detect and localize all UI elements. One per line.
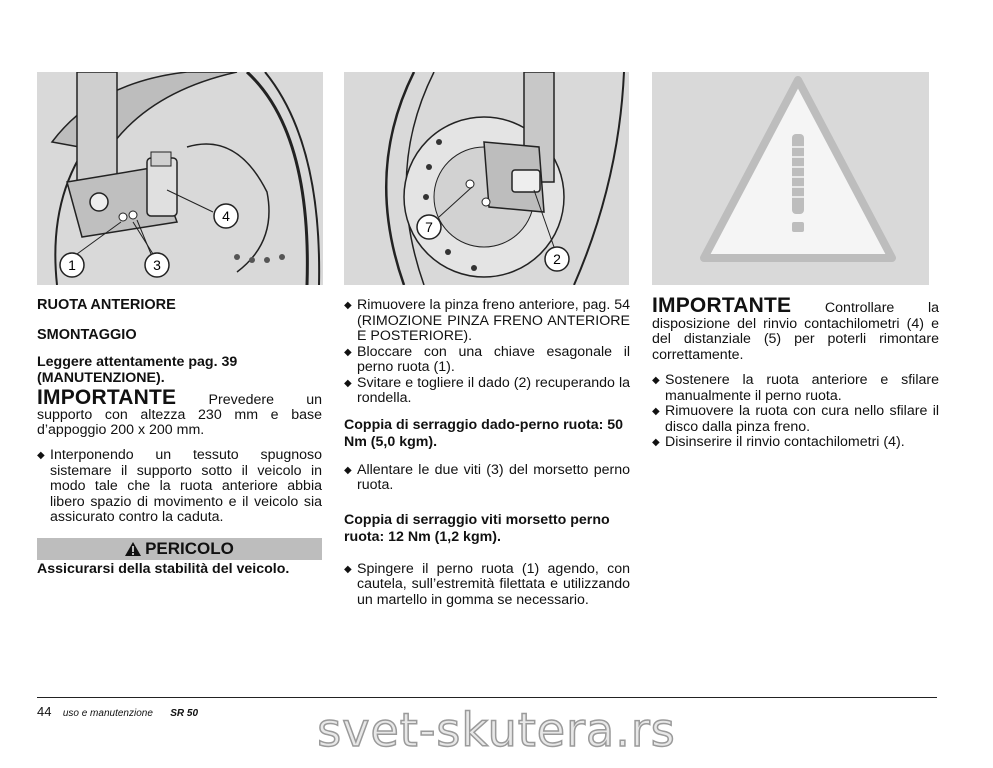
- section-subtitle: SMONTAGGIO: [37, 326, 137, 343]
- list-item: ◆ Rimuovere la ruota con cura nello sfilare il disco dalla pinza freno.: [652, 403, 939, 435]
- important-word: IMPORTANTE: [37, 386, 177, 409]
- callout-4: [214, 204, 238, 228]
- bullet-icon: ◆: [344, 464, 352, 476]
- bullet-icon: ◆: [344, 377, 352, 389]
- torque-spec-2: Coppia di serraggio viti morsetto perno ruota: 12 Nm (1,2 kgm).: [344, 511, 610, 545]
- list-item: ◆ Rimuovere la pinza freno anteriore, pag. 54 (RIMOZIONE PINZA FRENO ANTERIORE E POSTERIORE).: [344, 297, 630, 344]
- figure-warning-triangle: [652, 72, 929, 285]
- callout-2: [545, 247, 569, 271]
- callout-1: [60, 253, 84, 277]
- list-item: ◆ Interponendo un tessuto spugnoso sistemare il supporto sotto il veicolo in modo tale che la ruota anteriore abbia libero spazio di movimento e il veicolo sia assicurato contro la caduta.: [37, 447, 322, 525]
- page-number: 44: [37, 704, 52, 719]
- column-2: [344, 298, 630, 608]
- list-item: ◆ Sostenere la ruota anteriore e sfilare manualmente il perno ruota.: [652, 372, 939, 404]
- danger-banner: [37, 538, 322, 560]
- figure-wheel-hub: [37, 72, 323, 285]
- svg-text:3: 3: [153, 257, 161, 273]
- section-title: RUOTA ANTERIORE: [37, 297, 176, 313]
- svg-text:7: 7: [425, 219, 433, 235]
- list-item: ◆ Svitare e togliere il dado (2) recuperando la rondella.: [344, 374, 630, 406]
- column-1: [37, 298, 322, 577]
- list-item: ◆ Spingere il perno ruota (1) agendo, con cautela, sull’estremità filettata e utilizzando un martello in gomma se necessario.: [344, 560, 630, 608]
- list-item: ◆ Allentare le due viti (3) del morsetto perno ruota.: [344, 461, 630, 493]
- bullet-icon: ◆: [652, 406, 660, 417]
- important-text: Controllare la disposizione del rinvio contachilometri (4) e del distanziale (5) per poterli rimontare correttamente.: [652, 300, 939, 363]
- important-text: Prevedere un supporto con altezza 230 mm e base d’appoggio 200 x 200 mm.: [37, 392, 322, 438]
- model-name: SR 50: [170, 708, 199, 719]
- read-note: Leggere attentamente pag. 39 (MANUTENZIONE).: [37, 354, 238, 386]
- danger-text: Assicurarsi della stabilità del veicolo.: [37, 560, 290, 577]
- manual-title: uso e manutenzione: [62, 708, 153, 719]
- callout-7: [417, 215, 441, 239]
- important-word: IMPORTANTE: [652, 294, 792, 317]
- list-item: ◆ Bloccare con una chiave esagonale il perno ruota (1).: [344, 343, 630, 375]
- bullet-icon: ◆: [652, 375, 660, 386]
- bullet-icon: ◆: [344, 300, 352, 311]
- column-3: [652, 294, 939, 451]
- callout-3: [145, 253, 169, 277]
- important-note: [37, 386, 322, 438]
- svg-text:1: 1: [68, 257, 76, 273]
- bullet-icon: ◆: [37, 450, 45, 461]
- torque-spec-1: Coppia di serraggio dado-perno ruota: 50 Nm (5,0 kgm).: [344, 416, 624, 450]
- footer-divider: [37, 697, 937, 698]
- watermark: svet-skutera.rs: [317, 703, 676, 757]
- important-note: [652, 294, 939, 363]
- bullet-icon: ◆: [344, 563, 352, 575]
- danger-label: PERICOLO: [145, 538, 234, 558]
- svg-text:2: 2: [553, 251, 561, 267]
- figure-brake-disc: [344, 72, 629, 285]
- bullet-icon: ◆: [652, 437, 660, 448]
- danger-icon: [125, 542, 141, 556]
- bullet-icon: ◆: [344, 346, 352, 358]
- list-item: ◆ Disinserire il rinvio contachilometri (4).: [652, 434, 905, 450]
- svg-text:4: 4: [222, 208, 230, 224]
